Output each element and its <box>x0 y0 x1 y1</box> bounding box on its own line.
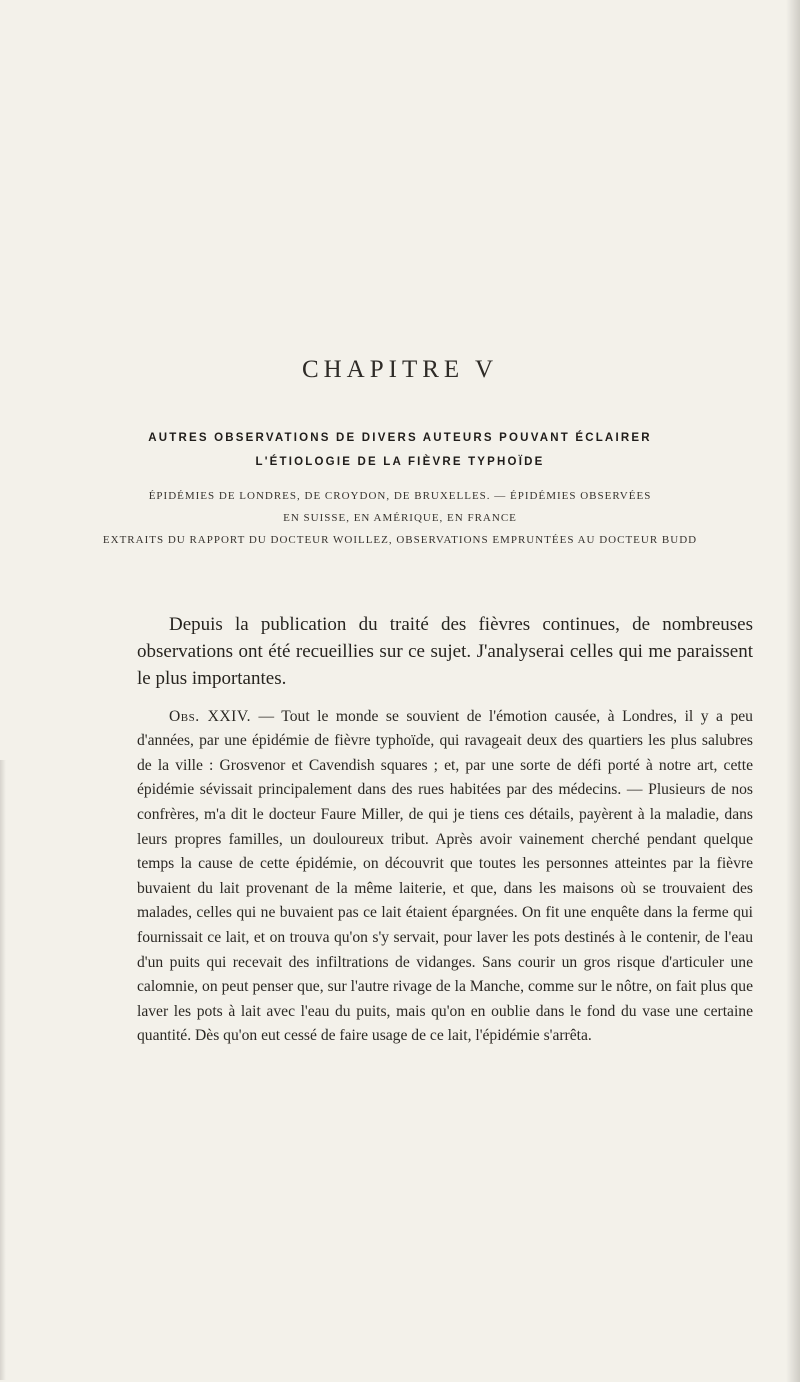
intro-paragraph: Depuis la publication du traité des fièvres continues, de nombreuses observations ont été recueillies sur ce sujet. J'analyserai celles qui me paraissent le plus importantes. <box>137 614 753 689</box>
chapter-summary-line-3: EXTRAITS DU RAPPORT DU DOCTEUR WOILLEZ, OBSERVATIONS EMPRUNTÉES AU DOCTEUR BUDD <box>102 534 698 546</box>
page-edge-shadow-left <box>0 760 6 1380</box>
observation-text: — Tout le monde se souvient de l'émotion causée, à Londres, il y a peu d'années, par une épidémie de fièvre typhoïde, qui ravageait deux des quartiers les plus salubres de la ville : Grosvenor et Cavendish squares ; et, par une sorte de défi porté à notre art, cette épidémie sévissait principalement dans des rues habitées par des médecins. — Plusieurs de nos confrères, m'a dit le docteur Faure Miller, de qui je tiens ces détails, payèrent à la maladie, dans leurs propres familles, un douloureux tribut. Après avoir vainement cherché pendant quelque temps la cause de cette épidémie, on découvrit que toutes les personnes atteintes par la fièvre buvaient du lait provenant de la même laiterie, et que, dans les maisons où se trouvaient des malades, celles qui ne buvaient pas ce lait étaient épargnées. On fit une enquête dans la ferme qui fournissait ce lait, et on trouva qu'on s'y servait, pour laver les pots destinés à le contenir, de l'eau d'un puits qui recevait des infiltrations de vidanges. Sans courir un gros risque d'articuler une calomnie, on peut penser que, sur l'autre rivage de la Manche, comme sur le nôtre, on fait plus que laver les pots à lait avec l'eau du puits, mais qu'on en oublie dans le fond du vase une certaine quantité. Dès qu'on eut cessé de faire usage de ce lait, l'épidémie s'arrêta. <box>137 707 753 1045</box>
observation-label: Obs. XXIV. <box>169 707 251 725</box>
chapter-summary-line-2: EN SUISSE, EN AMÉRIQUE, EN FRANCE <box>283 512 517 524</box>
page-edge-shadow-right <box>786 0 800 1382</box>
observation-paragraph <box>137 705 753 1049</box>
chapter-heading-line-2: L'ÉTIOLOGIE DE LA FIÈVRE TYPHOÏDE <box>255 456 545 468</box>
chapter-summary-line-1: ÉPIDÉMIES DE LONDRES, DE CROYDON, DE BRUXELLES. — ÉPIDÉMIES OBSERVÉES <box>148 490 652 502</box>
chapter-heading-line-1: AUTRES OBSERVATIONS DE DIVERS AUTEURS POUVANT ÉCLAIRER <box>148 432 652 444</box>
chapter-title: CHAPITRE V <box>301 356 499 383</box>
